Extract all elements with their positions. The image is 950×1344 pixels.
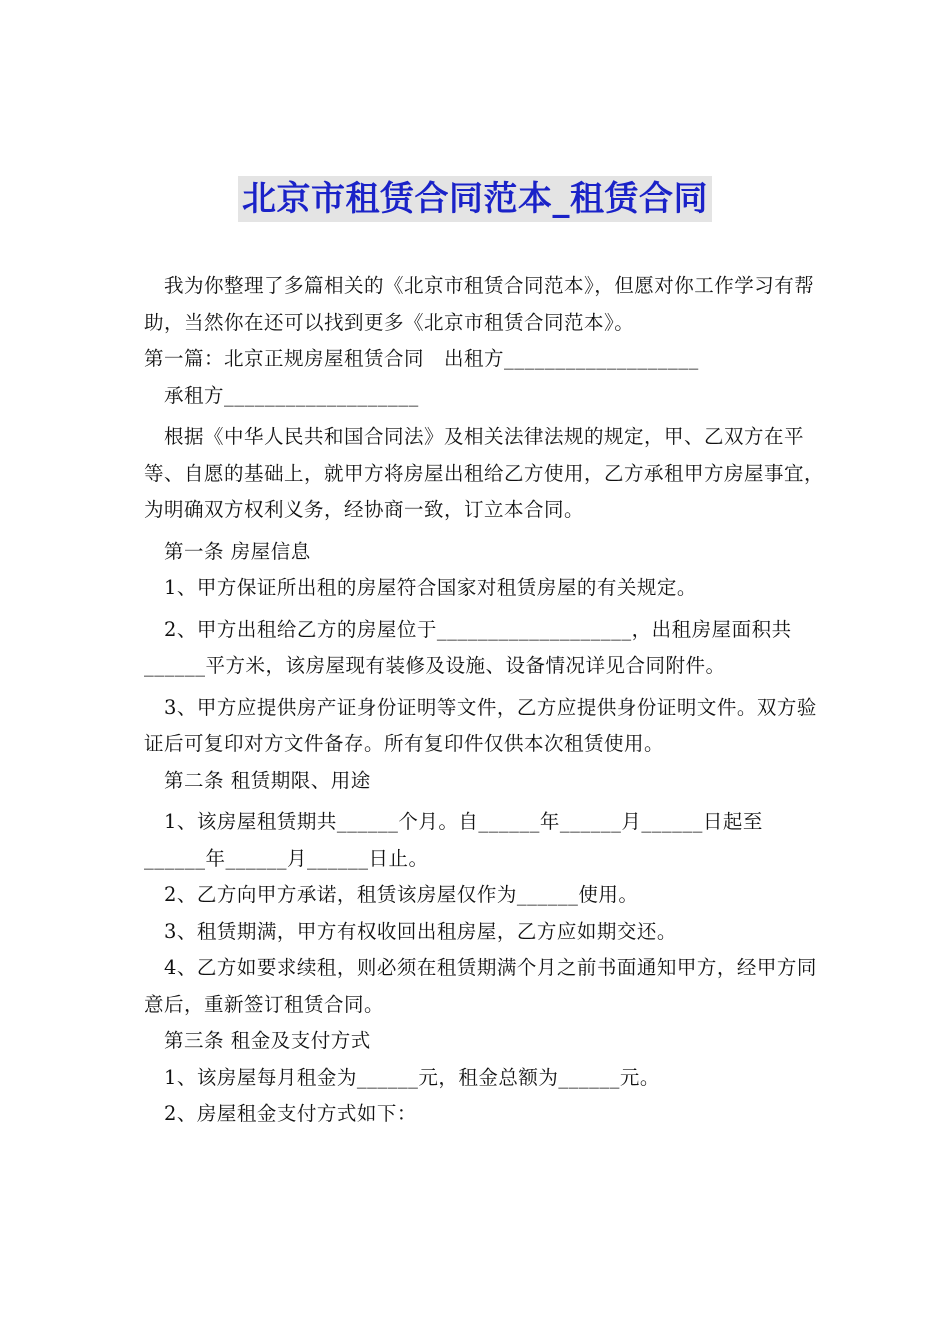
article-2-clause-3: 3、租赁期满，甲方有权收回出租房屋，乙方应如期交还。	[164, 919, 677, 943]
article-2-clause-2: 2、乙方向甲方承诺，租赁该房屋仅作为______使用。	[164, 883, 639, 906]
preamble-paragraph: 根据《中华人民共和国合同法》及相关法律法规的规定，甲、乙双方在平等、自愿的基础上，就甲方将房屋出租给乙方使用，乙方承租甲方房屋事宜，为明确双方权利义务，经协商一致，订立本合同。	[144, 425, 825, 521]
article-3-heading: 第三条 租金及支付方式	[164, 1029, 371, 1052]
article-3-clause-2: 2、房屋租金支付方式如下：	[164, 1102, 417, 1125]
lessee-line: 承租方___________________	[164, 383, 419, 407]
document-body	[144, 268, 824, 1133]
title-container	[0, 176, 950, 222]
section-one-heading-line: 第一篇：北京正规房屋租赁合同 出租方___________________	[144, 347, 699, 370]
article-2-heading: 第二条 租赁期限、用途	[164, 768, 371, 792]
document-title: 北京市租赁合同范本_租赁合同	[238, 176, 712, 222]
article-2-clause-1: 1、该房屋租赁期共______个月。自______年______月______日起至______年______月______日止。	[144, 810, 763, 870]
article-1-clause-1: 1、甲方保证所出租的房屋符合国家对租赁房屋的有关规定。	[164, 576, 697, 599]
article-1-clause-3: 3、甲方应提供房产证身份证明等文件，乙方应提供身份证明文件。双方验证后可复印对方文件备存。所有复印件仅供本次租赁使用。	[144, 695, 817, 755]
article-3-clause-1: 1、该房屋每月租金为______元，租金总额为______元。	[164, 1065, 660, 1089]
article-1-clause-2: 2、甲方出租给乙方的房屋位于___________________，出租房屋面积共______平方米，该房屋现有装修及设施、设备情况详见合同附件。	[144, 617, 792, 677]
article-2-clause-4: 4、乙方如要求续租，则必须在租赁期满个月之前书面通知甲方，经甲方同意后，重新签订租赁合同。	[144, 956, 817, 1016]
article-1-heading: 第一条 房屋信息	[164, 539, 311, 563]
intro-paragraph: 我为你整理了多篇相关的《北京市租赁合同范本》，但愿对你工作学习有帮助，当然你在还可以找到更多《北京市租赁合同范本》。	[144, 274, 815, 334]
